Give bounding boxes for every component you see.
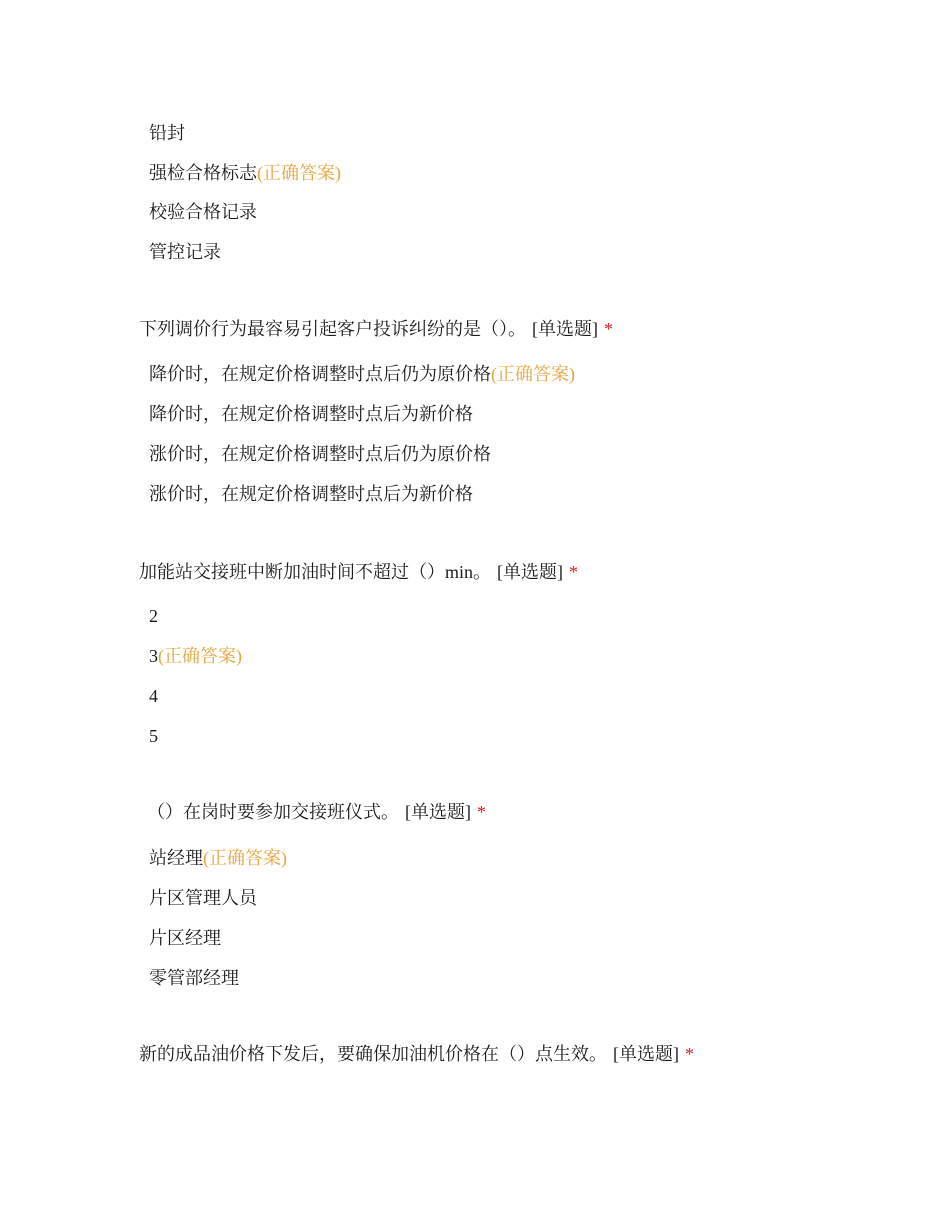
option-item[interactable]	[149, 442, 491, 466]
option-item[interactable]	[149, 644, 242, 668]
question-type: [单选题]	[613, 1044, 679, 1064]
question-type: [单选题]	[405, 802, 471, 822]
option-text: 2	[149, 606, 158, 626]
option-text: 片区经理	[149, 928, 221, 948]
option-text: 涨价时，在规定价格调整时点后仍为原价格	[149, 444, 491, 464]
option-item[interactable]	[149, 200, 257, 224]
option-item[interactable]	[149, 362, 575, 386]
question-type: [单选题]	[532, 319, 598, 339]
option-text: 降价时，在规定价格调整时点后为新价格	[149, 404, 473, 424]
option-text: 3	[149, 646, 158, 666]
option-item[interactable]	[149, 121, 185, 145]
option-text: 校验合格记录	[149, 202, 257, 222]
correct-answer-label: (正确答案)	[491, 364, 575, 384]
option-text: 零管部经理	[149, 968, 239, 988]
required-mark: *	[569, 562, 578, 582]
option-item[interactable]	[149, 846, 287, 870]
question-title	[139, 560, 578, 584]
option-item[interactable]	[149, 684, 158, 708]
option-text: 管控记录	[149, 242, 221, 262]
option-text: 4	[149, 686, 158, 706]
required-mark: *	[604, 319, 613, 339]
question-text: 加能站交接班中断加油时间不超过（）min。	[139, 562, 491, 582]
option-item[interactable]	[149, 724, 158, 748]
option-text: 片区管理人员	[149, 888, 257, 908]
option-item[interactable]	[149, 966, 239, 990]
question-title	[147, 800, 486, 824]
option-text: 铅封	[149, 123, 185, 143]
option-text: 涨价时，在规定价格调整时点后为新价格	[149, 484, 473, 504]
option-item[interactable]	[149, 926, 221, 950]
option-text: 降价时，在规定价格调整时点后仍为原价格	[149, 364, 491, 384]
option-item[interactable]	[149, 604, 158, 628]
question-text: 下列调价行为最容易引起客户投诉纠纷的是（）。	[139, 319, 526, 339]
option-text: 站经理	[149, 848, 203, 868]
question-title	[139, 1042, 694, 1066]
correct-answer-label: (正确答案)	[203, 848, 287, 868]
question-text: 新的成品油价格下发后，要确保加油机价格在（）点生效。	[139, 1044, 607, 1064]
question-title	[139, 317, 613, 341]
question-type: [单选题]	[497, 562, 563, 582]
correct-answer-label: (正确答案)	[257, 163, 341, 183]
option-item[interactable]	[149, 482, 473, 506]
option-text: 强检合格标志	[149, 163, 257, 183]
option-item[interactable]	[149, 161, 341, 185]
correct-answer-label: (正确答案)	[158, 646, 242, 666]
required-mark: *	[477, 802, 486, 822]
required-mark: *	[685, 1044, 694, 1064]
question-text: （）在岗时要参加交接班仪式。	[147, 802, 399, 822]
option-item[interactable]	[149, 402, 473, 426]
option-item[interactable]	[149, 240, 221, 264]
option-text: 5	[149, 726, 158, 746]
option-item[interactable]	[149, 886, 257, 910]
